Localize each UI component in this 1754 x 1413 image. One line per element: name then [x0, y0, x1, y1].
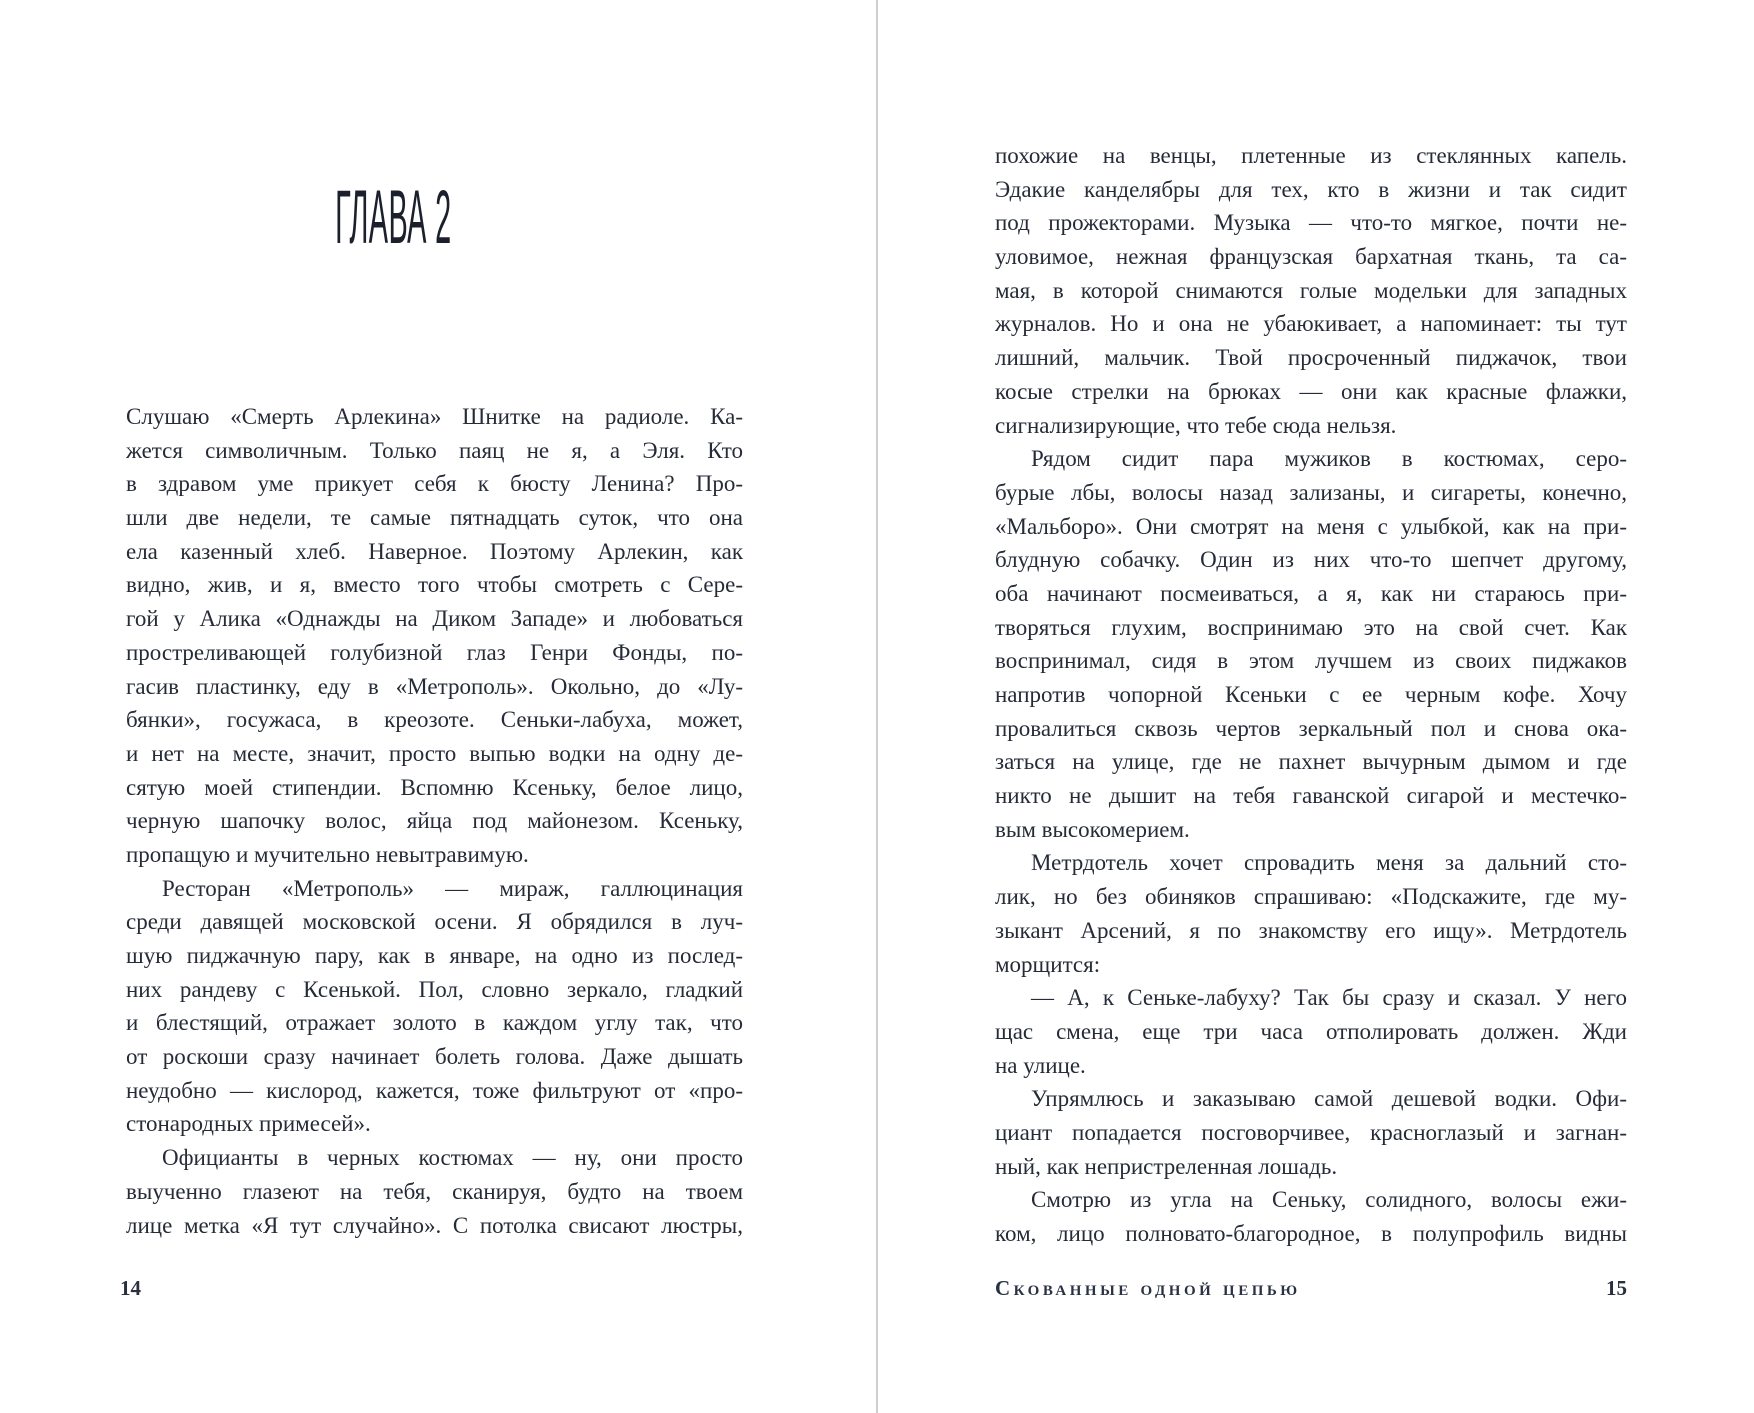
text-line: гасив пластинку, еду в «Метрополь». Окольно, до «Лу- [126, 673, 743, 699]
text-line: блудную собачку. Один из них что-то шепчет другому, [995, 547, 1627, 573]
text-line: шли две недели, те самые пятнадцать суток, что она [126, 505, 743, 531]
text-line: Метрдотель хочет спровадить меня за дальний сто- [1031, 850, 1627, 876]
text-line: стонародных примесей». [126, 1111, 371, 1137]
right-page-text [995, 139, 1627, 1251]
text-line: «Мальборо». Они смотрят на меня с улыбкой, как на при- [995, 513, 1627, 539]
text-line: щас смена, еще три часа отполировать должен. Жди [995, 1018, 1627, 1044]
text-line: Официанты в черных костюмах — ну, они просто [162, 1145, 743, 1171]
text-line: уловимое, нежная французская бархатная ткань, та са- [995, 244, 1627, 270]
page-number-right: 15 [1606, 1276, 1627, 1300]
text-line: похожие на венцы, плетенные из стеклянных капель. [995, 143, 1627, 168]
page-number-left: 14 [120, 1276, 141, 1300]
text-line: простреливающей голубизной глаз Генри Фонды, по- [126, 639, 743, 665]
text-line: никто не дышит на тебя гаванской сигарой и местечко- [995, 783, 1627, 809]
text-line: бянки», госужаса, в креозоте. Сеньки-лабуха, может, [126, 707, 743, 733]
text-line: — А, к Сеньке-лабуху? Так бы сразу и сказал. У него [1031, 985, 1627, 1011]
text-line: вым высокомерием. [995, 816, 1190, 842]
text-line: лик, но без обиняков спрашиваю: «Подскажите, где му- [995, 884, 1627, 910]
text-line: среди давящей московской осени. Я обрядился в луч- [126, 909, 743, 935]
text-line: видно, жив, и я, вместо того чтобы смотреть с Сере- [126, 572, 743, 598]
text-line: Упрямлюсь и заказываю самой дешевой водки. Офи- [1031, 1086, 1627, 1112]
text-line: заться на улице, где не пахнет вычурным дымом и где [995, 749, 1627, 775]
page-divider [876, 0, 878, 1413]
text-line: циант попадается посговорчивее, красноглазый и загнан- [995, 1119, 1627, 1145]
text-line: журналов. Но и она не убаюкивает, а напоминает: ты тут [995, 311, 1627, 337]
text-line: от роскоши сразу начинает болеть голова. Даже дышать [126, 1044, 743, 1070]
text-line: морщится: [995, 951, 1101, 977]
text-line: воспринимал, сидя в этом лучшем из своих пиджаков [995, 648, 1627, 674]
text-line: в здравом уме прикует себя к бюсту Ленина? Про- [126, 471, 743, 497]
text-line: лице метка «Я тут случайно». С потолка свисают люстры, [126, 1212, 743, 1238]
text-line: творяться глухим, воспринимаю это на свой счет. Как [995, 614, 1627, 640]
running-title: Скованные одной цепью [995, 1276, 1301, 1300]
text-line: шую пиджачную пару, как в январе, на одно из послед- [126, 943, 743, 968]
text-line: и блестящий, отражает золото в каждом углу так, что [126, 1010, 743, 1036]
text-line: ный, как непристреленная лошадь. [995, 1153, 1338, 1179]
text-line: на улице. [995, 1052, 1086, 1078]
text-line: и нет на месте, значит, просто выпью водки на одну де- [126, 740, 743, 766]
text-line: Ресторан «Метрополь» — мираж, галлюцинация [162, 875, 743, 901]
text-line: напротив чопорной Ксеньки с ее черным кофе. Хочу [995, 682, 1627, 707]
text-line: оба начинают посмеиваться, а я, как ни стараюсь при- [995, 580, 1627, 606]
text-line: сятую моей стипендии. Вспомню Ксеньку, белое лицо, [126, 774, 743, 800]
text-line: лишний, мальчик. Твой просроченный пиджачок, твои [995, 345, 1627, 371]
text-line: провалиться сквозь чертов зеркальный пол и снова ока- [995, 715, 1627, 741]
chapter-heading [85, 175, 702, 260]
text-line: бурые лбы, волосы назад зализаны, и сигареты, конечно, [995, 479, 1627, 505]
text-line: неудобно — кислород, кажется, тоже фильтруют от «про- [126, 1077, 743, 1103]
text-line: них рандеву с Ксенькой. Пол, словно зеркало, гладкий [126, 976, 743, 1002]
text-line: Рядом сидит пара мужиков в костюмах, серо- [1031, 446, 1627, 472]
text-line: Эдакие канделябры для тех, кто в жизни и так сидит [995, 176, 1627, 202]
text-line: Смотрю из угла на Сеньку, солидного, волосы ежи- [1031, 1187, 1627, 1213]
text-line: мая, в которой снимаются голые модельки для западных [995, 277, 1627, 303]
left-page-text [126, 400, 743, 1242]
text-line: косые стрелки на брюках — они как красные флажки, [995, 378, 1627, 404]
text-line: сигнализирующие, что тебе сюда нельзя. [995, 412, 1397, 438]
right-page-footer [995, 1276, 1627, 1301]
chapter-heading-text: ГЛАВА 2 [335, 175, 452, 260]
text-line: пропащую и мучительно невытравимую. [126, 841, 529, 867]
text-line: гой у Алика «Однажды на Диком Западе» и любоваться [126, 606, 743, 632]
text-line: зыкант Арсений, я по знакомству его ищу». Метрдотель [995, 917, 1627, 943]
text-line: черную шапочку волос, яйца под майонезом. Ксеньку, [126, 808, 743, 834]
text-line: ела казенный хлеб. Наверное. Поэтому Арлекин, как [126, 538, 743, 564]
text-line: под прожекторами. Музыка — что-то мягкое, почти не- [995, 210, 1627, 236]
text-line: выученно глазеют на тебя, сканируя, будто на твоем [126, 1178, 743, 1204]
text-line: ком, лицо полновато-благородное, в полупрофиль видны [995, 1221, 1627, 1246]
text-line: Слушаю «Смерть Арлекина» Шнитке на радиоле. Ка- [126, 404, 743, 429]
text-line: жется символичным. Только паяц не я, а Эля. Кто [126, 437, 743, 463]
